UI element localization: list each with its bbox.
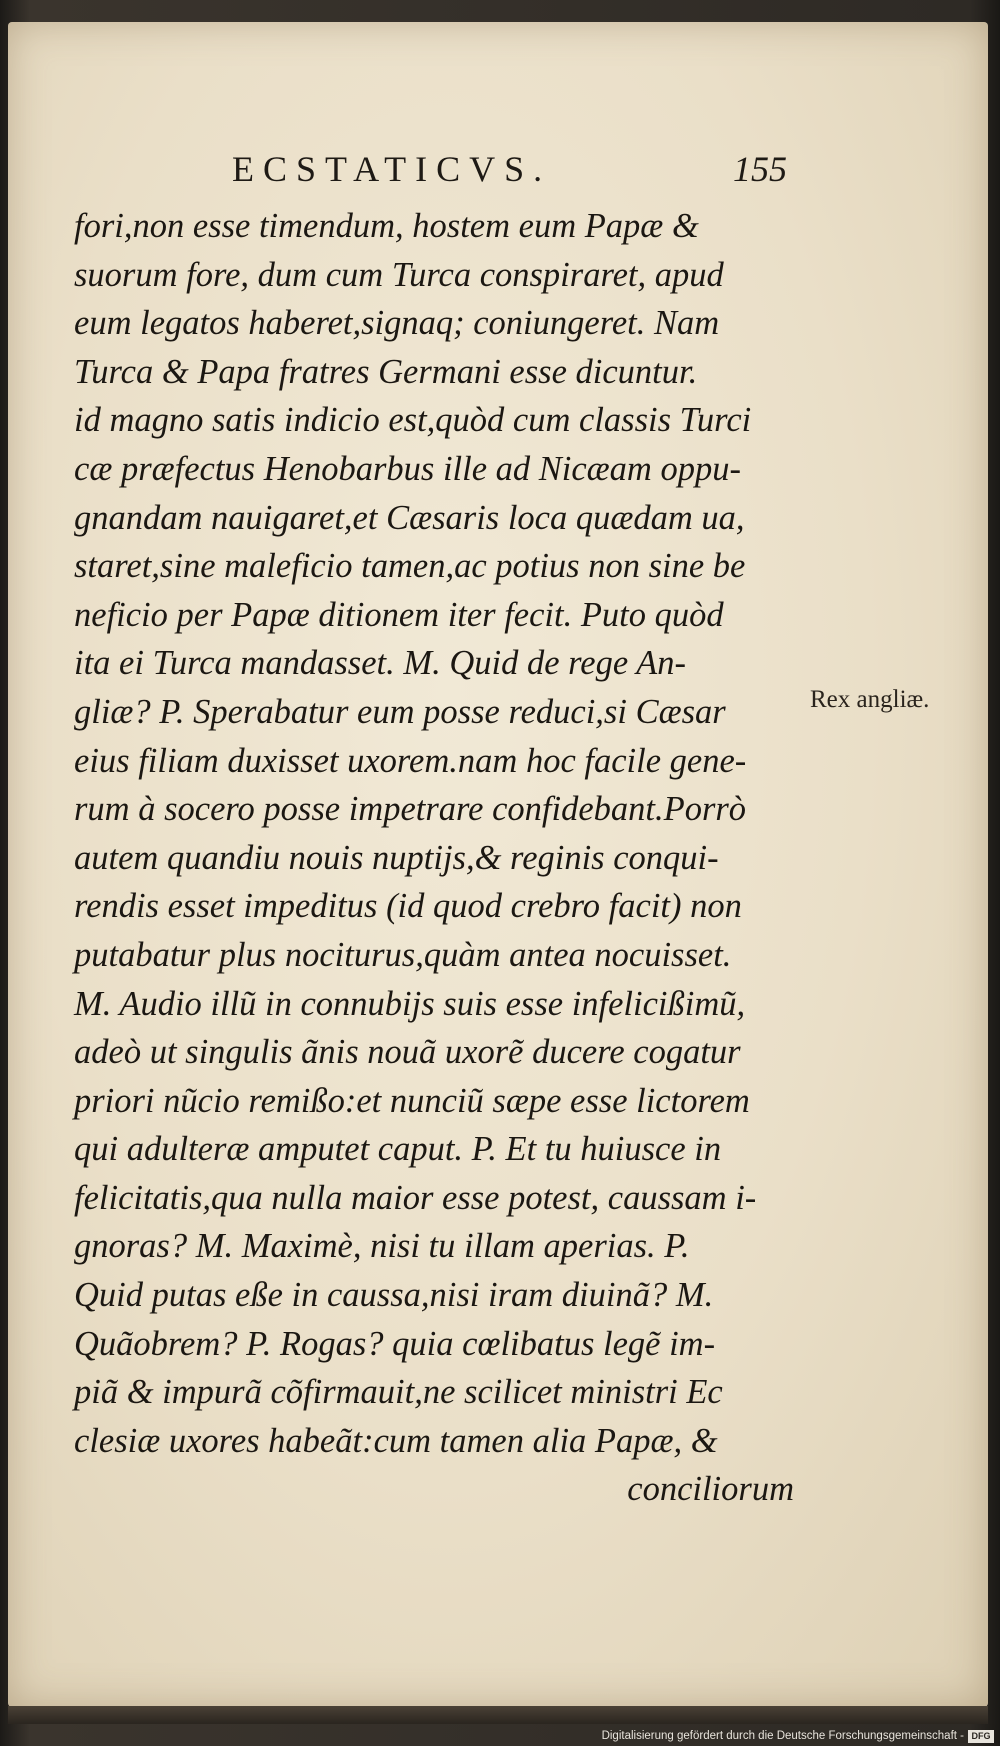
text-line: qui adulteræ amputet caput. P. Et tu huiusce in (74, 1130, 722, 1169)
text-line: neficio per Papæ ditionem iter fecit. Puto quòd (74, 595, 724, 634)
dfg-logo: DFG (968, 1730, 994, 1743)
text-line: rum à socero posse impetrare confidebant.Porrò (74, 790, 747, 829)
running-head: ECSTATICVS. (232, 149, 552, 189)
catchword: conciliorum (627, 1470, 794, 1509)
text-line: gliæ? P. Sperabatur eum posse reduci,si Cæsar (74, 692, 726, 731)
text-line: gnoras? M. Maximè, nisi tu illam aperias. P. (74, 1227, 690, 1266)
text-line: Quid putas eße in caussa,nisi iram diuinã? M. (74, 1276, 714, 1315)
page-bottom-edge (8, 1706, 988, 1724)
marginal-note: Rex angliæ. (810, 686, 930, 713)
body-text (74, 202, 794, 1514)
text-line: piã & impurã cõfirmauit,ne scilicet ministri Ec (74, 1373, 723, 1412)
text-line: clesiæ uxores habeãt:cum tamen alia Papæ, & (74, 1421, 718, 1460)
text-line: id magno satis indicio est,quòd cum classis Turci (74, 401, 752, 440)
text-line: felicitatis,qua nulla maior esse potest, caussam i- (74, 1178, 757, 1217)
text-line: adeò ut singulis ãnis nouã uxorẽ ducere cogatur (74, 1033, 741, 1072)
page-number: 155 (733, 149, 787, 189)
text-line: suorum fore, dum cum Turca conspiraret, apud (74, 255, 724, 294)
text-line: rendis esset impeditus (id quod crebro facit) non (74, 887, 742, 926)
text-line: autem quandiu nouis nuptijs,& reginis conqui- (74, 838, 719, 877)
text-line: putabatur plus nociturus,quàm antea nocuisset. (74, 935, 732, 974)
text-line: Quãobrem? P. Rogas? quia cœlibatus legẽ im- (74, 1324, 716, 1363)
digitization-credit: Digitalisierung gefördert durch die Deutsche Forschungsgemeinschaft - (601, 1730, 964, 1742)
text-line: staret,sine maleficio tamen,ac potius non sine be (74, 547, 746, 586)
text-line: gnandam nauigaret,et Cæsaris loca quædam ua, (74, 498, 745, 537)
text-line: eius filiam duxisset uxorem.nam hoc facile gene- (74, 741, 747, 780)
text-line: priori nũcio remißo:et nunciũ sæpe esse lictorem (74, 1081, 750, 1120)
page-header (232, 148, 787, 194)
text-line: fori,non esse timendum, hostem eum Papæ & (74, 207, 699, 245)
text-line: Turca & Papa fratres Germani esse dicuntur. (74, 352, 698, 391)
text-line: cæ præfectus Henobarbus ille ad Nicæam oppu- (74, 449, 741, 488)
text-line: eum legatos haberet,signaq; coniungeret. Nam (74, 304, 720, 343)
text-line: M. Audio illũ in connubijs suis esse infelicißimũ, (74, 984, 746, 1023)
text-line: ita ei Turca mandasset. M. Quid de rege An- (74, 644, 686, 683)
